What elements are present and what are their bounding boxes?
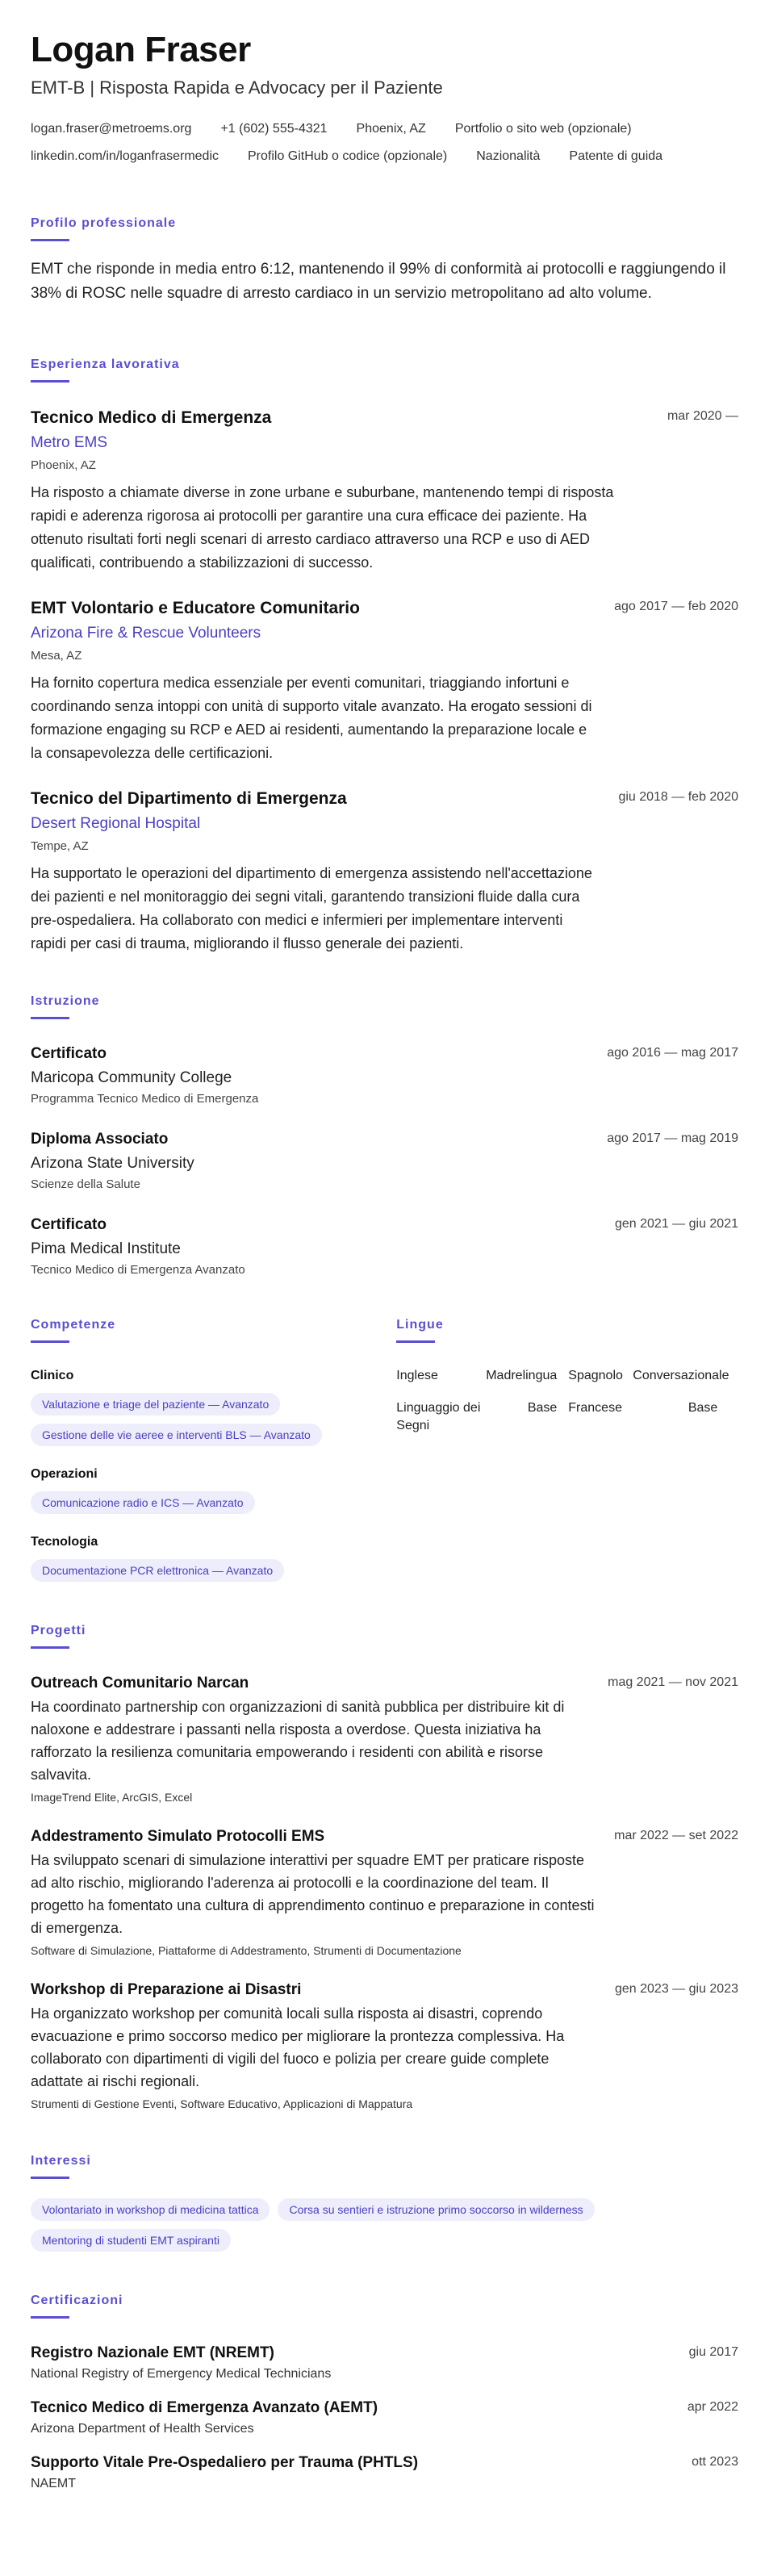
education-section bbox=[31, 993, 738, 1279]
headline: EMT-B | Risposta Rapida e Advocacy per il Paziente bbox=[31, 77, 443, 98]
certification-issuer: National Registry of Emergency Medical Technicians bbox=[31, 2367, 332, 2381]
interest-chip: Volontariato in workshop di medicina tattica bbox=[31, 2198, 270, 2221]
education-institution: Arizona State University bbox=[31, 1155, 194, 1172]
section-title: Esperienza lavorativa bbox=[31, 358, 180, 371]
project-description: Ha organizzato workshop per comunità locali sulla risposta ai disastri, coprendo evacuazione e primo soccorso medico per migliorare la prontezza complessiva. Ha collaborato con dipartimenti di vigili del fuoco e polizia per creare guide complete adattate ai rischi regionali. bbox=[31, 2005, 565, 2089]
summary-text: EMT che risponde in media entro 6:12, mantenendo il 99% di conformità ai protocolli e raggiungendo il 38% di ROSC nelle squadre di arresto cardiaco in un servizio metropolitano ad alto volume. bbox=[31, 261, 726, 302]
interests-section bbox=[31, 2152, 738, 2252]
education-degree: Certificato bbox=[31, 1216, 107, 1233]
skill-group-title: Tecnologia bbox=[31, 1535, 98, 1549]
skill-group bbox=[31, 1367, 396, 1446]
language-name: Spagnolo bbox=[568, 1369, 623, 1382]
project-item bbox=[31, 1826, 738, 1959]
language-fluency: Base bbox=[688, 1401, 718, 1415]
education-institution: Maricopa Community College bbox=[31, 1069, 232, 1086]
section-divider bbox=[31, 1340, 69, 1343]
contact-list bbox=[31, 121, 757, 165]
project-date: mar 2022 — set 2022 bbox=[614, 1829, 738, 1842]
section-divider bbox=[31, 380, 69, 383]
skill-group-title: Operazioni bbox=[31, 1467, 98, 1481]
section-title: Progetti bbox=[31, 1624, 86, 1637]
education-degree: Certificato bbox=[31, 1045, 107, 1062]
section-title: Interessi bbox=[31, 2154, 91, 2168]
education-item bbox=[31, 1043, 738, 1108]
certifications-section bbox=[31, 2292, 738, 2493]
job-position: EMT Volontario e Educatore Comunitario bbox=[31, 599, 360, 617]
certification-name: Registro Nazionale EMT (NREMT) bbox=[31, 2344, 274, 2361]
employer-name[interactable]: Metro EMS bbox=[31, 434, 108, 451]
project-description: Ha coordinato partnership con organizzazioni di sanità pubblica per distribuire kit di naloxone e addestrare i passanti nella risposta a overdose. Questa iniziativa ha rafforzato la resilienza comunitaria empowerando i residenti con abilità e risorse salvavita. bbox=[31, 1699, 565, 1783]
job-summary: Ha fornito copertura medica essenziale per eventi comunitari, triaggiando infortuni e coordinando senza intoppi con unità di supporto vitale avanzato. Ha erogato sessioni di formazione engaging su RCP e AED ai residenti, aumentando la preparazione locale e la consapevolezza delle certificazioni. bbox=[31, 675, 592, 761]
contact-website[interactable]: Portfolio o sito web (opzionale) bbox=[454, 122, 632, 136]
experience-item bbox=[31, 407, 738, 575]
job-position: Tecnico Medico di Emergenza bbox=[31, 408, 272, 427]
language-list bbox=[396, 1367, 738, 1435]
projects-section bbox=[31, 1622, 738, 2112]
education-area: Programma Tecnico Medico di Emergenza bbox=[31, 1092, 259, 1106]
skill-chip: Documentazione PCR elettronica — Avanzato bbox=[31, 1559, 284, 1582]
contact-nationality: Nazionalità bbox=[476, 149, 541, 163]
education-date: gen 2021 — giu 2021 bbox=[614, 1217, 738, 1231]
section-divider bbox=[31, 2316, 69, 2319]
education-item bbox=[31, 1215, 738, 1279]
project-description: Ha sviluppato scenari di simulazione interattivi per squadre EMT per praticare risposte ad alto rischio, migliorando l'aderenza ai protocolli e la coordinazione del team. Il progetto ha fomentato una cultura di apprendimento continuo e preparazione in contesti di emergenza. bbox=[31, 1852, 595, 1936]
section-title: Profilo professionale bbox=[31, 216, 177, 230]
certification-date: giu 2017 bbox=[688, 2345, 738, 2359]
education-institution: Pima Medical Institute bbox=[31, 1240, 181, 1257]
interest-chip: Mentoring di studenti EMT aspiranti bbox=[31, 2229, 231, 2252]
experience-item bbox=[31, 788, 738, 956]
contact-location: Phoenix, AZ bbox=[356, 122, 426, 136]
section-divider bbox=[31, 239, 69, 241]
contact-github[interactable]: Profilo GitHub o codice (opzionale) bbox=[248, 149, 448, 163]
contact-phone[interactable]: +1 (602) 555-4321 bbox=[220, 122, 328, 136]
contact-driving-license: Patente di guida bbox=[569, 149, 663, 163]
certification-name: Tecnico Medico di Emergenza Avanzato (AEMT) bbox=[31, 2399, 378, 2416]
job-location: Phoenix, AZ bbox=[31, 458, 96, 472]
job-date: ago 2017 — feb 2020 bbox=[614, 600, 738, 613]
education-item bbox=[31, 1129, 738, 1194]
section-title: Lingue bbox=[396, 1318, 444, 1332]
education-degree: Diploma Associato bbox=[31, 1131, 169, 1148]
education-date: ago 2017 — mag 2019 bbox=[607, 1131, 738, 1145]
job-position: Tecnico del Dipartimento di Emergenza bbox=[31, 789, 347, 808]
experience-item bbox=[31, 597, 738, 765]
project-date: gen 2023 — giu 2023 bbox=[614, 1982, 738, 1996]
job-date: giu 2018 — feb 2020 bbox=[618, 790, 738, 804]
certification-item bbox=[31, 2343, 738, 2383]
education-area: Tecnico Medico di Emergenza Avanzato bbox=[31, 1263, 245, 1277]
summary-section bbox=[31, 215, 738, 306]
skills-languages-row bbox=[31, 1316, 738, 1582]
section-title: Istruzione bbox=[31, 994, 100, 1008]
skill-chip-list bbox=[31, 1385, 396, 1446]
project-keywords: Software di Simulazione, Piattaforme di Addestramento, Strumenti di Documentazione bbox=[31, 1944, 462, 1957]
language-name: Francese bbox=[568, 1401, 622, 1415]
languages-section bbox=[396, 1316, 738, 1582]
education-date: ago 2016 — mag 2017 bbox=[607, 1046, 738, 1060]
project-keywords: ImageTrend Elite, ArcGIS, Excel bbox=[31, 1791, 193, 1804]
section-divider bbox=[31, 1017, 69, 1019]
project-date: mag 2021 — nov 2021 bbox=[608, 1675, 738, 1689]
education-area: Scienze della Salute bbox=[31, 1177, 140, 1191]
employer-name[interactable]: Arizona Fire & Rescue Volunteers bbox=[31, 625, 261, 642]
language-name: Linguaggio dei Segni bbox=[396, 1401, 481, 1432]
section-divider bbox=[31, 2177, 69, 2179]
interest-chip: Corsa su sentieri e istruzione primo soccorso in wilderness bbox=[278, 2198, 594, 2221]
skill-chip: Comunicazione radio e ICS — Avanzato bbox=[31, 1491, 255, 1514]
job-date: mar 2020 — bbox=[667, 409, 738, 423]
job-location: Mesa, AZ bbox=[31, 649, 82, 663]
header bbox=[31, 29, 738, 165]
section-title: Certificazioni bbox=[31, 2294, 123, 2307]
language-name: Inglese bbox=[396, 1369, 438, 1382]
project-name: Addestramento Simulato Protocolli EMS bbox=[31, 1828, 325, 1845]
project-keywords: Strumenti di Gestione Eventi, Software Educativo, Applicazioni di Mappatura bbox=[31, 2097, 413, 2110]
contact-linkedin[interactable]: linkedin.com/in/loganfrasermedic bbox=[31, 149, 219, 163]
project-name: Outreach Comunitario Narcan bbox=[31, 1675, 249, 1692]
project-item bbox=[31, 1980, 738, 2112]
language-fluency: Madrelingua bbox=[486, 1369, 558, 1382]
certification-issuer: NAEMT bbox=[31, 2477, 76, 2490]
skill-group-title: Clinico bbox=[31, 1369, 74, 1382]
skill-chip: Gestione delle vie aeree e interventi BLS — Avanzato bbox=[31, 1424, 322, 1446]
job-location: Tempe, AZ bbox=[31, 839, 89, 853]
candidate-name: Logan Fraser bbox=[31, 30, 251, 69]
section-divider bbox=[396, 1340, 435, 1343]
project-item bbox=[31, 1673, 738, 1805]
skill-group bbox=[31, 1466, 396, 1514]
certification-date: ott 2023 bbox=[692, 2455, 738, 2469]
contact-email[interactable]: logan.fraser@metroems.org bbox=[31, 122, 192, 136]
job-summary: Ha risposto a chiamate diverse in zone urbane e suburbane, mantenendo tempi di risposta rapidi e aderenza rigorosa ai protocolli per garantire una cura efficace dei paziente. Ha ottenuto risultati forti negli scenari di arresto cardiaco attraverso una RCP e uso di AED qualificati, contribuendo a stabilizzazioni di successo. bbox=[31, 484, 614, 571]
language-fluency: Conversazionale bbox=[633, 1369, 729, 1382]
section-divider bbox=[31, 1646, 69, 1649]
skills-section bbox=[31, 1316, 396, 1582]
employer-name[interactable]: Desert Regional Hospital bbox=[31, 815, 201, 832]
certification-item bbox=[31, 2453, 738, 2493]
interest-chip-list bbox=[31, 2190, 738, 2252]
experience-section bbox=[31, 356, 738, 956]
certification-item bbox=[31, 2398, 738, 2438]
job-summary: Ha supportato le operazioni del dipartimento di emergenza assistendo nell'accettazione dei pazienti e nel monitoraggio dei segni vitali, garantendo transizioni fluide dalla cura pre-ospedaliera. Ha collaborato con medici e infermieri per implementare interventi rapidi per casi di trauma, migliorando il flusso generale dei pazienti. bbox=[31, 865, 592, 951]
language-fluency: Base bbox=[527, 1401, 558, 1415]
section-title: Competenze bbox=[31, 1318, 116, 1332]
certification-name: Supporto Vitale Pre-Ospedaliero per Trauma (PHTLS) bbox=[31, 2454, 419, 2471]
skill-group bbox=[31, 1533, 396, 1582]
certification-issuer: Arizona Department of Health Services bbox=[31, 2422, 254, 2436]
certification-date: apr 2022 bbox=[687, 2400, 738, 2414]
project-name: Workshop di Preparazione ai Disastri bbox=[31, 1981, 302, 1998]
skill-chip: Valutazione e triage del paziente — Avanzato bbox=[31, 1393, 280, 1416]
